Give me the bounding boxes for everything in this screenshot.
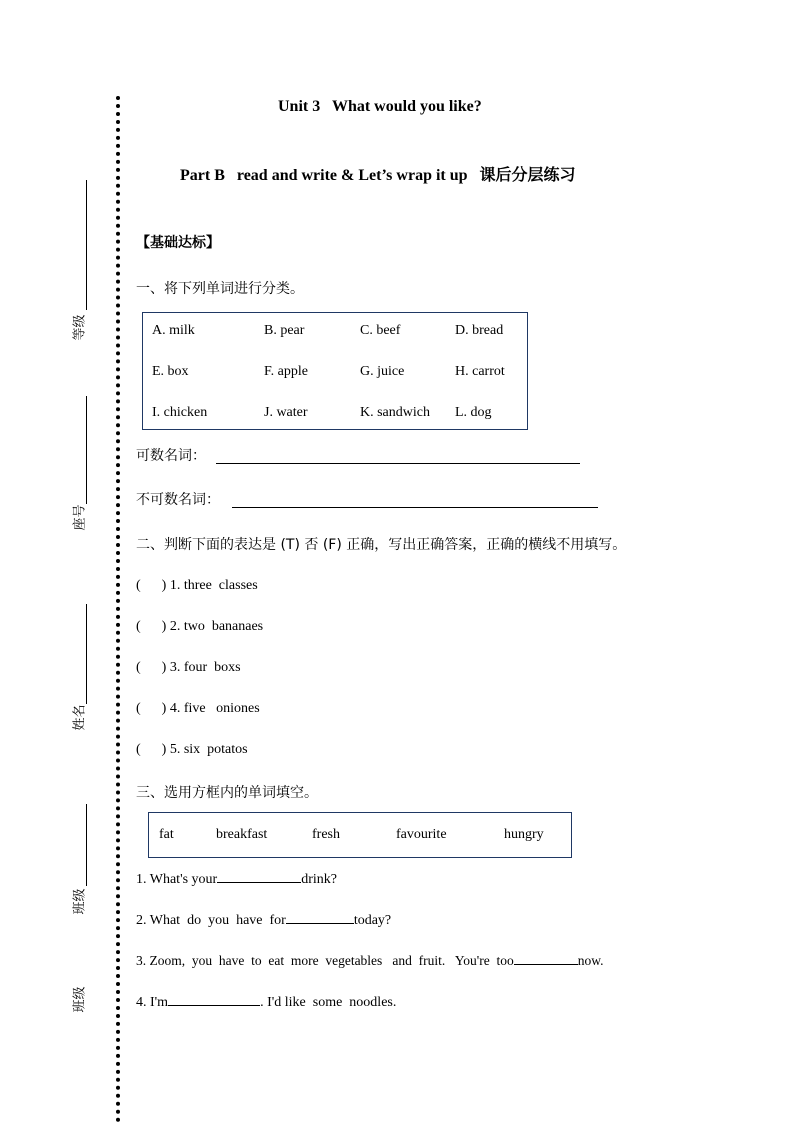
judge-item: ( ) 1. three classes	[136, 578, 258, 593]
binding-dotted-line	[116, 96, 120, 1123]
q4-text-a: 4. I'm	[136, 995, 169, 1010]
q3-blank[interactable]	[514, 950, 578, 965]
q2-text-a: 2. What do you have for	[136, 913, 286, 928]
level-heading: 【基础达标】	[136, 235, 220, 251]
section2-heading: 二、判断下面的表达是 (T) 否 (F) 正确，写出正确答案，正确的横线不用填写。	[136, 537, 627, 553]
judge-item: ( ) 5. six potatos	[136, 742, 248, 757]
word-choice: fat	[159, 827, 174, 842]
q3-text-a: 3. Zoom, you have to eat more vegetables and fruit. You're too	[136, 953, 514, 968]
grade-label: 等级	[72, 314, 88, 341]
judge-item: ( ) 2. two bananaes	[136, 619, 264, 634]
page-subtitle	[172, 144, 576, 185]
word-choice: fresh	[312, 827, 340, 842]
fill-question-1	[136, 868, 337, 888]
word-item: K. sandwich	[360, 405, 430, 420]
fill-question-4	[136, 991, 396, 1011]
word-item: I. chicken	[152, 405, 208, 420]
judge-item: ( ) 4. five oniones	[136, 701, 260, 716]
q4-text-b: . I'd like some noodles.	[260, 995, 397, 1010]
word-item: B. pear	[264, 323, 305, 338]
fill-question-2	[136, 909, 391, 929]
q2-blank[interactable]	[286, 909, 354, 924]
name-label: 姓名	[72, 704, 88, 731]
q1-text-b: drink?	[301, 872, 337, 887]
word-item: F. apple	[264, 364, 308, 379]
seat-line	[86, 396, 87, 504]
word-item: J. water	[264, 405, 308, 420]
word-item: G. juice	[360, 364, 405, 379]
page-title: Unit 3 What would you like?	[278, 98, 482, 115]
class-label: 班级	[72, 888, 88, 915]
section1-heading: 一、将下列单词进行分类。	[136, 281, 304, 297]
word-item: E. box	[152, 364, 189, 379]
uncountable-label: 不可数名词：	[136, 492, 220, 508]
countable-label: 可数名词：	[136, 448, 206, 464]
word-item: H. carrot	[455, 364, 505, 379]
q1-text-a: 1. What's your	[136, 872, 218, 887]
word-choice: breakfast	[216, 827, 268, 842]
word-box-2	[148, 812, 572, 858]
q1-blank[interactable]	[217, 868, 301, 883]
countable-answer-line[interactable]	[216, 463, 580, 464]
word-item: C. beef	[360, 323, 401, 338]
q2-text-b: today?	[353, 913, 392, 928]
section3-heading: 三、选用方框内的单词填空。	[136, 785, 318, 801]
subtitle-chinese: 课后分层练习	[479, 165, 576, 184]
word-item: L. dog	[455, 405, 492, 420]
judge-item: ( ) 3. four boxs	[136, 660, 241, 675]
grade-line	[86, 180, 87, 310]
class-line	[86, 804, 87, 886]
seat-label: 座号	[72, 504, 88, 531]
word-item: A. milk	[152, 323, 195, 338]
name-line	[86, 604, 87, 704]
fill-question-3	[136, 950, 603, 969]
word-box-1	[142, 312, 528, 430]
subtitle-english: Part B read and write & Let’s wrap it up	[180, 167, 468, 184]
word-choice: hungry	[504, 827, 544, 842]
q4-blank[interactable]	[168, 991, 260, 1006]
class-label-2: 班级	[72, 986, 88, 1013]
q3-text-b: now.	[577, 953, 604, 968]
uncountable-answer-line[interactable]	[232, 507, 598, 508]
word-item: D. bread	[455, 323, 504, 338]
word-choice: favourite	[396, 827, 447, 842]
